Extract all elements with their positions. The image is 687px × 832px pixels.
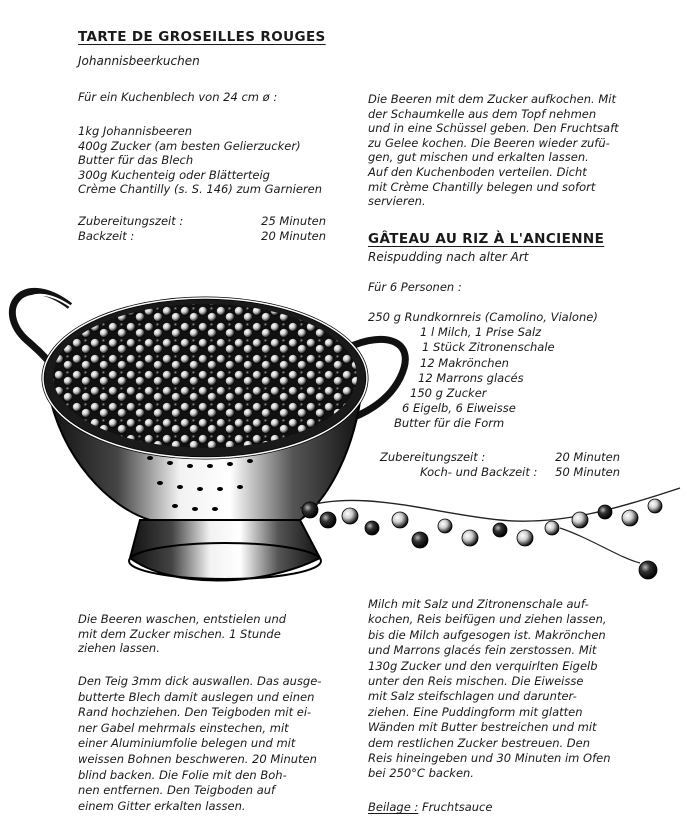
method-line: weissen Bohnen beschweren. 20 Minuten xyxy=(78,751,317,766)
tarte-method-top xyxy=(368,92,619,209)
ingredient-line: 400g Zucker (am besten Gelierzucker) xyxy=(78,138,301,153)
ingredient-line: 150 g Zucker xyxy=(410,386,487,401)
ingredient-line: 1 Stück Zitronenschale xyxy=(422,340,555,355)
tarte-subtitle: Johannisbeerkuchen xyxy=(78,54,200,68)
tarte-method-1 xyxy=(78,612,286,656)
bake-time-label: Backzeit : xyxy=(78,228,135,243)
method-line: Rand hochziehen. Den Teigboden mit ei- xyxy=(78,705,312,720)
gateau-subtitle: Reispudding nach alter Art xyxy=(368,250,529,264)
ingredient-line: 1kg Johannisbeeren xyxy=(78,124,193,138)
tarte-ingredients xyxy=(78,124,322,197)
bake-time-label: Koch- und Backzeit : xyxy=(420,464,538,479)
ingredient-line: 250 g Rundkornreis (Camolino, Vialone) xyxy=(368,310,598,324)
method-line: bis die Milch aufgesogen ist. Makrönchen xyxy=(368,627,606,642)
ingredient-line: 12 Marrons glacés xyxy=(418,370,524,385)
ingredient-line: 300g Kuchenteig oder Blätterteig xyxy=(78,167,270,182)
method-line: dem restlichen Zucker bestreuen. Den xyxy=(368,735,591,750)
method-line: ziehen. Eine Puddingform mit glatten xyxy=(368,704,583,719)
side-dish-value: Fruchtsauce xyxy=(421,800,493,814)
method-line: nen entfernen. Den Teigboden auf xyxy=(78,783,276,798)
method-line: mit Salz steifschlagen und darunter- xyxy=(368,689,577,704)
side-dish-label: Beilage : xyxy=(368,800,419,814)
method-line: Reis hineingeben und 30 Minuten im Ofen xyxy=(368,751,611,766)
method-line: servieren. xyxy=(368,194,426,209)
method-line: Den Teig 3mm dick auswallen. Das ausge- xyxy=(78,674,322,688)
ingredient-line: 12 Makrönchen xyxy=(420,355,509,370)
prep-time-label: Zubereitungszeit : xyxy=(380,450,486,464)
method-line: kochen, Reis beifügen und ziehen lassen, xyxy=(368,612,607,627)
bake-time-value: 50 Minuten xyxy=(555,464,620,479)
gateau-title: GÂTEAU AU RIZ À L'ANCIENNE xyxy=(368,231,605,247)
method-line: Milch mit Salz und Zitronenschale auf- xyxy=(368,597,589,611)
method-line: Auf den Kuchenboden verteilen. Dicht xyxy=(368,164,587,179)
prep-time-value: 25 Minuten xyxy=(261,214,326,228)
ingredient-line: Butter für die Form xyxy=(394,416,505,431)
colander-illustration xyxy=(0,258,687,593)
method-line: blind backen. Die Folie mit den Boh- xyxy=(78,767,287,782)
method-line: und Marrons glacés fein zerstossen. Mit xyxy=(368,643,597,658)
tarte-times xyxy=(78,214,326,243)
bake-time-value: 20 Minuten xyxy=(261,228,326,243)
ingredient-line: Crème Chantilly (s. S. 146) zum Garnieren xyxy=(78,182,322,197)
method-line: mit dem Zucker mischen. 1 Stunde xyxy=(78,626,281,641)
ingredient-line: 1 l Milch, 1 Prise Salz xyxy=(420,325,542,340)
method-line: und in eine Schüssel geben. Den Fruchtsaft xyxy=(368,121,619,136)
method-line: der Schaumkelle aus dem Topf nehmen xyxy=(368,106,597,121)
gateau-side-dish xyxy=(368,800,492,815)
method-line: Die Beeren mit dem Zucker aufkochen. Mit xyxy=(368,92,616,106)
method-line: bei 250°C backen. xyxy=(368,766,474,781)
ingredient-line: Butter für das Blech xyxy=(78,153,194,168)
ingredient-line: 6 Eigelb, 6 Eiweisse xyxy=(402,401,516,416)
method-line: einer Aluminiumfolie belegen und mit xyxy=(78,736,296,751)
method-line: butterte Blech damit auslegen und einen xyxy=(78,689,315,704)
method-line: gen, gut mischen und erkalten lassen. xyxy=(368,150,589,165)
tarte-method-2 xyxy=(78,674,321,814)
tarte-pan-size: Für ein Kuchenblech von 24 cm ø : xyxy=(78,90,278,104)
method-line: mit Crème Chantilly belegen und sofort xyxy=(368,179,596,194)
method-line: unter den Reis mischen. Die Eiweisse xyxy=(368,674,584,689)
method-line: zu Gelee kochen. Die Beeren wieder zufü- xyxy=(368,135,610,150)
method-line: ziehen lassen. xyxy=(78,641,160,656)
tarte-title: TARTE DE GROSEILLES ROUGES xyxy=(78,29,326,45)
gateau-method xyxy=(368,597,611,782)
prep-time-value: 20 Minuten xyxy=(555,450,620,464)
method-line: Die Beeren waschen, entstielen und xyxy=(78,612,287,626)
method-line: 130g Zucker und den verquirlten Eigelb xyxy=(368,658,598,673)
method-line: ner Gabel mehrmals einstechen, mit xyxy=(78,720,289,735)
method-line: Wänden mit Butter bestreichen und mit xyxy=(368,720,597,735)
prep-time-label: Zubereitungszeit : xyxy=(78,214,184,228)
method-line: einem Gitter erkalten lassen. xyxy=(78,798,246,813)
gateau-servings: Für 6 Personen : xyxy=(368,280,462,294)
